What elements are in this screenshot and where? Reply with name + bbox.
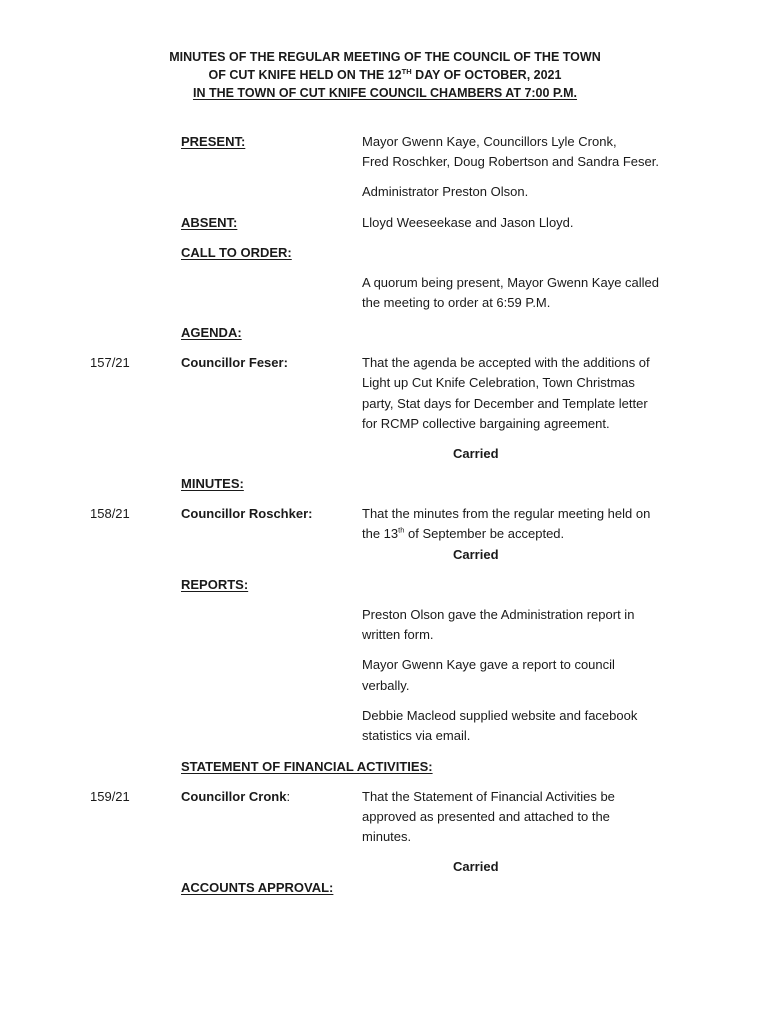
- financial-label: STATEMENT OF FINANCIAL ACTIVITIES:: [181, 759, 433, 774]
- financial-line-1: That the Statement of Financial Activities be: [362, 789, 615, 804]
- minutes-result: Carried: [453, 547, 499, 562]
- financial-line-3: minutes.: [362, 829, 412, 844]
- accounts-approval-label: ACCOUNTS APPROVAL:: [181, 880, 334, 895]
- report-3-line-2: statistics via email.: [362, 728, 471, 743]
- title-line-2-sup: TH: [401, 66, 412, 76]
- minutes-line-2-pre: the 13: [362, 526, 399, 541]
- financial-mover: [181, 787, 290, 807]
- financial-line-2: approved as presented and attached to the: [362, 809, 610, 824]
- title-line-3: IN THE TOWN OF CUT KNIFE COUNCIL CHAMBERS AT 7:00 P.M.: [192, 86, 578, 100]
- call-to-order-label: CALL TO ORDER:: [181, 245, 292, 260]
- report-3-line-1: Debbie Macleod supplied website and facebook: [362, 708, 638, 723]
- present-line-3: Administrator Preston Olson.: [362, 184, 529, 199]
- present-label: PRESENT:: [181, 134, 246, 149]
- reports-label: REPORTS:: [181, 577, 249, 592]
- agenda-line-3: party, Stat days for December and Template letter: [362, 396, 648, 411]
- agenda-label: AGENDA:: [181, 325, 242, 340]
- call-to-order-line-2: the meeting to order at 6:59 P.M.: [362, 295, 551, 310]
- absent-text: Lloyd Weeseekase and Jason Lloyd.: [362, 215, 574, 230]
- minutes-line-2-sup: th: [398, 525, 405, 535]
- agenda-mover: Councillor Feser:: [181, 355, 288, 370]
- minutes-line-2: [362, 524, 564, 544]
- call-to-order-line-1: A quorum being present, Mayor Gwenn Kaye called: [362, 275, 660, 290]
- title-line-2: [0, 66, 770, 84]
- financial-mover-name: Councillor Cronk: [181, 789, 287, 804]
- minutes-label: MINUTES:: [181, 476, 244, 491]
- report-2-line-1: Mayor Gwenn Kaye gave a report to council: [362, 657, 615, 672]
- minutes-mover: Councillor Roschker:: [181, 506, 313, 521]
- title-line-2-pre: OF CUT KNIFE HELD ON THE 12: [208, 68, 402, 82]
- absent-label: ABSENT:: [181, 215, 238, 230]
- report-1-line-2: written form.: [362, 627, 434, 642]
- report-2-line-2: verbally.: [362, 678, 410, 693]
- title-line-1: MINUTES OF THE REGULAR MEETING OF THE COUNCIL OF THE TOWN: [169, 50, 601, 64]
- agenda-line-2: Light up Cut Knife Celebration, Town Christmas: [362, 375, 635, 390]
- agenda-result: Carried: [453, 446, 499, 461]
- financial-result: Carried: [453, 859, 499, 874]
- minutes-motion-number: 158/21: [90, 506, 130, 521]
- present-line-1: Mayor Gwenn Kaye, Councillors Lyle Cronk,: [362, 134, 617, 149]
- report-1-line-1: Preston Olson gave the Administration report in: [362, 607, 635, 622]
- title-line-2-post: DAY OF OCTOBER, 2021: [411, 68, 562, 82]
- present-line-2: Fred Roschker, Doug Robertson and Sandra Feser.: [362, 154, 659, 169]
- financial-motion-number: 159/21: [90, 789, 130, 804]
- agenda-motion-number: 157/21: [90, 355, 130, 370]
- financial-mover-colon: :: [286, 789, 291, 804]
- minutes-line-1: That the minutes from the regular meeting held on: [362, 506, 651, 521]
- agenda-line-4: for RCMP collective bargaining agreement.: [362, 416, 610, 431]
- minutes-line-2-post: of September be accepted.: [404, 526, 565, 541]
- agenda-line-1: That the agenda be accepted with the additions of: [362, 355, 650, 370]
